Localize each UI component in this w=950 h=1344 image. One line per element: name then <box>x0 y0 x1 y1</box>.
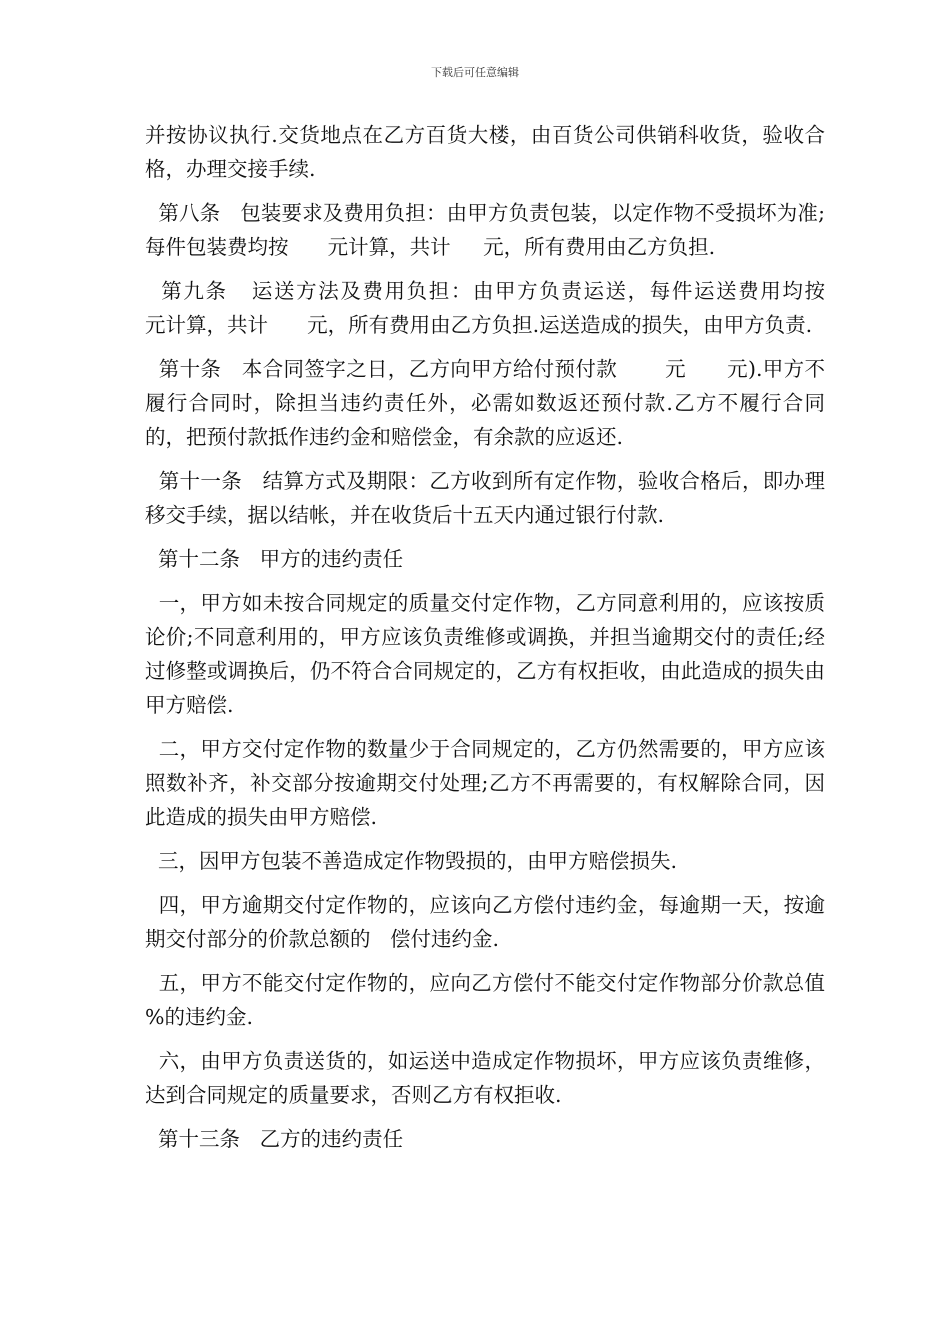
document-body <box>145 118 865 1166</box>
paragraph-clause-3: 三，因甲方包装不善造成定作物毁损的，由甲方赔偿损失. <box>145 849 678 873</box>
paragraph-clause-4: 四，甲方逾期交付定作物的，应该向乙方偿付违约金，每逾期一天，按逾期交付部分的价款总额的 偿付违约金. <box>145 893 825 951</box>
paragraph-clause-6: 六，由甲方负责送货的，如运送中造成定作物损坏，甲方应该负责维修，达到合同规定的质量要求，否则乙方有权拒收. <box>145 1049 825 1107</box>
paragraph-clause-5: 五，甲方不能交付定作物的，应向乙方偿付不能交付定作物部分价款总值 %的违约金. <box>145 971 858 1029</box>
paragraph-article-9-transport: 第九条 运送方法及费用负担：由甲方负责运送，每件运送费用均按 元计算，共计 元，所有费用由乙方负担.运送造成的损失，由甲方负责. <box>145 279 865 337</box>
page-header-note: 下载后可任意编辑 <box>431 66 519 79</box>
paragraph-delivery-location: 并按协议执行.交货地点在乙方百货大楼，由百货公司供销科收货，验收合格，办理交接手续. <box>145 123 825 181</box>
heading-article-12: 第十二条 甲方的违约责任 <box>145 547 404 571</box>
paragraph-clause-2: 二，甲方交付定作物的数量少于合同规定的，乙方仍然需要的，甲方应该照数补齐，补交部分按逾期交付处理;乙方不再需要的，有权解除合同，因此造成的损失由甲方赔偿. <box>145 737 825 829</box>
heading-article-13: 第十三条 乙方的违约责任 <box>145 1127 404 1151</box>
paragraph-article-8-packaging: 第八条 包装要求及费用负担：由甲方负责包装，以定作物不受损坏为准;每件包装费均按 元计算，共计 元，所有费用由乙方负担. <box>145 201 825 259</box>
paragraph-article-11-settlement: 第十一条 结算方式及期限：乙方收到所有定作物，验收合格后，即办理移交手续，据以结帐，并在收货后十五天内通过银行付款. <box>145 469 825 527</box>
paragraph-clause-1: 一，甲方如未按合同规定的质量交付定作物，乙方同意利用的，应该按质论价;不同意利用的，甲方应该负责维修或调换，并担当逾期交付的责任;经过修整或调换后，仍不符合合同规定的，乙方有权拒收，由此造成的损失由甲方赔偿. <box>145 591 825 717</box>
paragraph-article-10-prepayment: 第十条 本合同签字之日，乙方向甲方给付预付款 元 元).甲方不履行合同时，除担当违约责任外，必需如数返还预付款.乙方不履行合同的，把预付款抵作违约金和赔偿金，有余款的应返还. <box>145 357 825 449</box>
